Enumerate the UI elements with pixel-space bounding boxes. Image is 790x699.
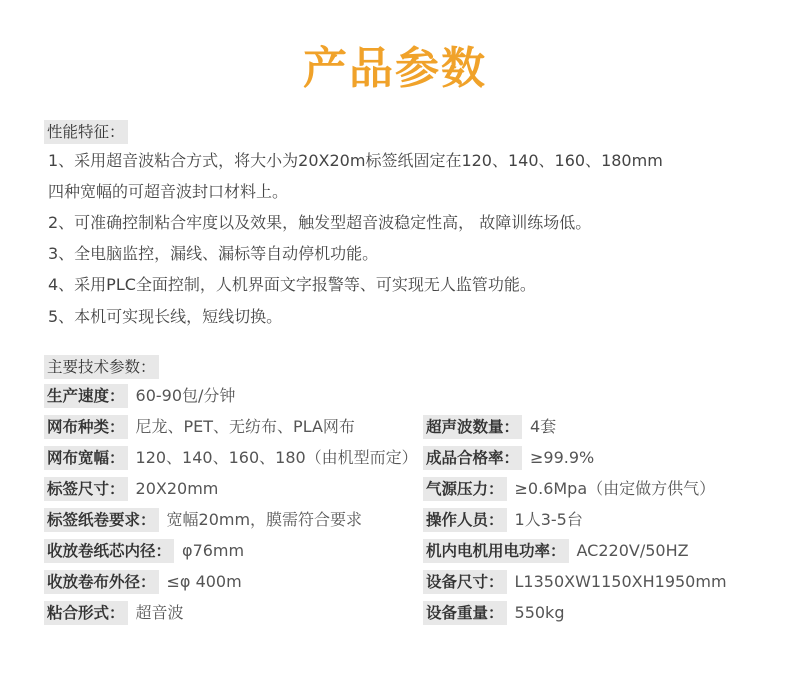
spec-label: 设备重量： [423,601,507,625]
spec-label: 标签纸卷要求： [44,508,159,532]
feature-line: 1、采用超音波粘合方式，将大小为20X20m标签纸固定在120、140、160、180mm [48,151,663,170]
features-heading-label: 性能特征： [44,120,128,144]
spec-label: 收放卷纸芯内径： [44,539,174,563]
spec-value: φ76mm [182,541,245,560]
spec-row-core-diameter [44,539,244,563]
spec-value: 尼龙、PET、无纺布、PLA网布 [135,417,355,436]
spec-label: 网布种类： [44,415,128,439]
spec-row-ultrasonic-count [423,415,556,439]
spec-value: 120、140、160、180（由机型而定） [135,448,418,467]
feature-line: 3、全电脑监控，漏线、漏标等自动停机功能。 [48,244,379,263]
spec-label: 标签尺寸： [44,477,128,501]
spec-value: AC220V/50HZ [576,541,689,560]
spec-label: 设备尺寸： [423,570,507,594]
feature-line: 四种宽幅的可超音波封口材料上。 [48,182,289,201]
spec-label: 超声波数量： [423,415,522,439]
spec-label: 气源压力： [423,477,507,501]
specs-heading [44,355,159,379]
spec-row-power [423,539,689,563]
spec-value: ≥0.6Mpa（由定做方供气） [514,479,716,498]
feature-line: 4、采用PLC全面控制，人机界面文字报警等、可实现无人监管功能。 [48,275,536,294]
spec-row-bonding [44,601,184,625]
spec-value: ≤φ 400m [166,572,242,591]
feature-line: 2、可准确控制粘合牢度以及效果，触发型超音波稳定性高， 故障训练场低。 [48,213,592,232]
spec-label: 网布宽幅： [44,446,128,470]
spec-value: ≥99.9% [530,448,595,467]
spec-value: L1350XW1150XH1950mm [514,572,727,591]
spec-row-tag-roll [44,508,362,532]
spec-value: 宽幅20mm，膜需符合要求 [166,510,363,529]
spec-label: 生产速度： [44,384,128,408]
feature-line: 5、本机可实现长线，短线切换。 [48,307,283,326]
spec-row-air-pressure [423,477,715,501]
spec-value: 超音波 [135,603,184,622]
spec-value: 60-90包/分钟 [135,386,236,405]
spec-row-dimensions [423,570,727,594]
spec-row-operators [423,508,583,532]
spec-label: 粘合形式： [44,601,128,625]
specs-heading-label: 主要技术参数： [44,355,159,379]
page-title: 产品参数 [303,43,487,94]
spec-label: 收放卷布外径： [44,570,159,594]
spec-label: 机内电机用电功率： [423,539,569,563]
spec-label: 成品合格率： [423,446,522,470]
spec-value: 4套 [530,417,557,436]
spec-row-tag-size [44,477,218,501]
spec-label: 操作人员： [423,508,507,532]
spec-row-weight [423,601,564,625]
spec-value: 20X20mm [135,479,219,498]
spec-value: 1人3-5台 [514,510,583,529]
spec-row-outer-diameter [44,570,242,594]
spec-value: 550kg [514,603,565,622]
features-heading [44,120,128,144]
spec-row-pass-rate [423,446,594,470]
spec-row-mesh-type [44,415,355,439]
spec-row-mesh-width [44,446,418,470]
spec-row-speed [44,384,235,408]
